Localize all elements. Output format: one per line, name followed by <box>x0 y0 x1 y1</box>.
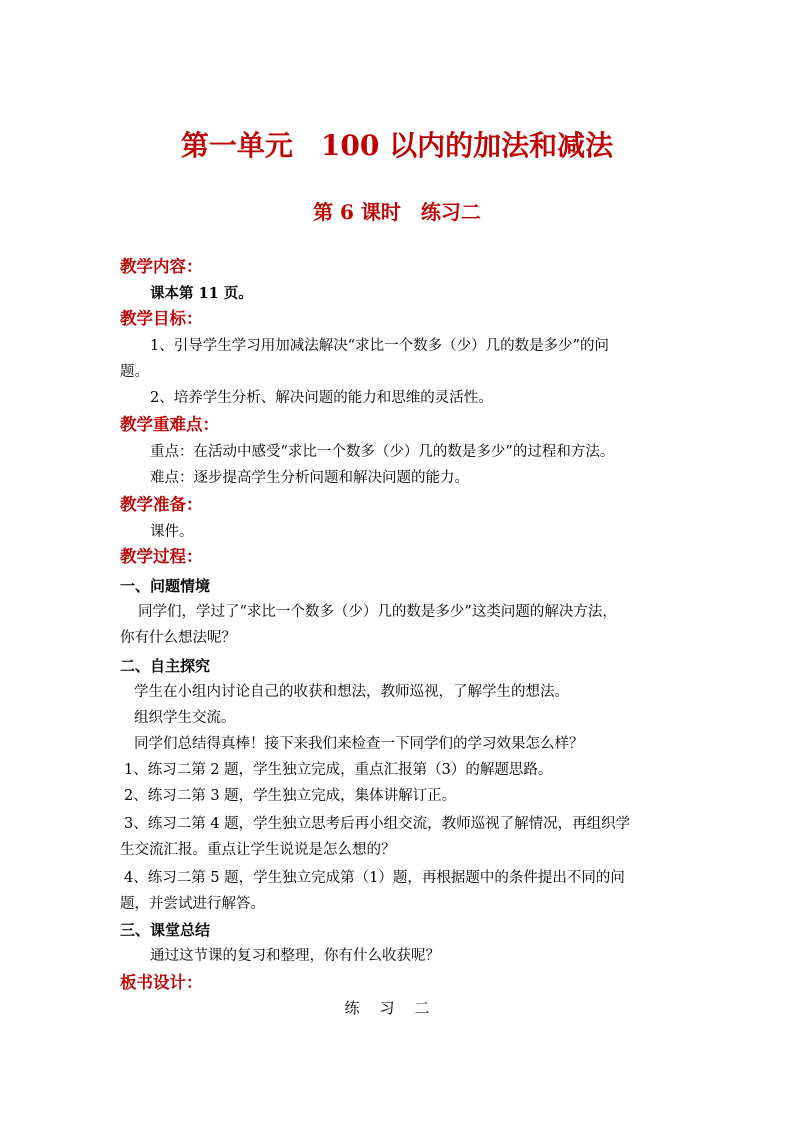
section-1-line-2: 你有什么想法呢？ <box>120 630 236 646</box>
preparation-text: 课件。 <box>150 524 194 540</box>
section-3-text: 通过这节课的复习和整理，你有什么收获呢？ <box>150 948 440 964</box>
section-2-paragraph-1: 学生在小组内讨论自己的收获和想法，教师巡视，了解学生的想法。 <box>134 684 569 700</box>
process-heading: 教学过程： <box>120 547 203 566</box>
goals-heading: 教学目标： <box>120 309 203 328</box>
content-text: 课本第 11 页。 <box>150 285 253 302</box>
exercise-item-2: 2、练习二第 3 题，学生独立完成，集体讲解订正。 <box>124 788 457 804</box>
unit-title: 第一单元 100 以内的加法和减法 <box>180 129 614 162</box>
exercise-item-1: 1、练习二第 2 题，学生独立完成，重点汇报第（3）的解题思路。 <box>124 762 553 778</box>
goal-item-2: 2、培养学生分析、解决问题的能力和思维的灵活性。 <box>150 390 493 406</box>
goal-item-1-line-1: 1、引导学生学习用加减法解决“求比一个数多（少）几的数是多少”的问 <box>150 338 610 354</box>
content-heading: 教学内容： <box>120 257 203 276</box>
section-1-title: 一、问题情境 <box>120 577 211 595</box>
exercise-item-3-line-2: 生交流汇报。重点让学生说说是怎么想的？ <box>120 842 396 858</box>
key-points-heading: 教学重难点： <box>120 415 219 434</box>
goal-item-1-line-2: 题。 <box>120 364 149 380</box>
board-title: 练习二 <box>344 999 450 1017</box>
preparation-heading: 教学准备： <box>120 495 203 514</box>
focus-point: 重点：在活动中感受“求比一个数多（少）几的数是多少”的过程和方法。 <box>150 444 615 460</box>
exercise-item-4-line-1: 4、练习二第 5 题，学生独立完成第（1）题，再根据题中的条件提出不同的问 <box>124 870 625 886</box>
exercise-item-4-line-2: 题，并尝试进行解答。 <box>120 896 265 912</box>
section-1-line-1: 同学们，学过了“求比一个数多（少）几的数是多少”这类问题的解决方法， <box>138 604 617 620</box>
exercise-item-3-line-1: 3、练习二第 4 题，学生独立思考后再小组交流，教师巡视了解情况，再组织学 <box>124 816 631 832</box>
board-heading: 板书设计： <box>120 973 203 992</box>
section-2-paragraph-3: 同学们总结得真棒！接下来我们来检查一下同学们的学习效果怎么样？ <box>134 736 584 752</box>
difficulty-point: 难点：逐步提高学生分析问题和解决问题的能力。 <box>150 470 469 486</box>
section-2-title: 二、自主探究 <box>120 657 211 675</box>
lesson-subtitle: 第 6 课时 练习二 <box>313 200 481 224</box>
section-2-paragraph-2: 组织学生交流。 <box>134 710 236 726</box>
section-3-title: 三、课堂总结 <box>120 921 211 939</box>
